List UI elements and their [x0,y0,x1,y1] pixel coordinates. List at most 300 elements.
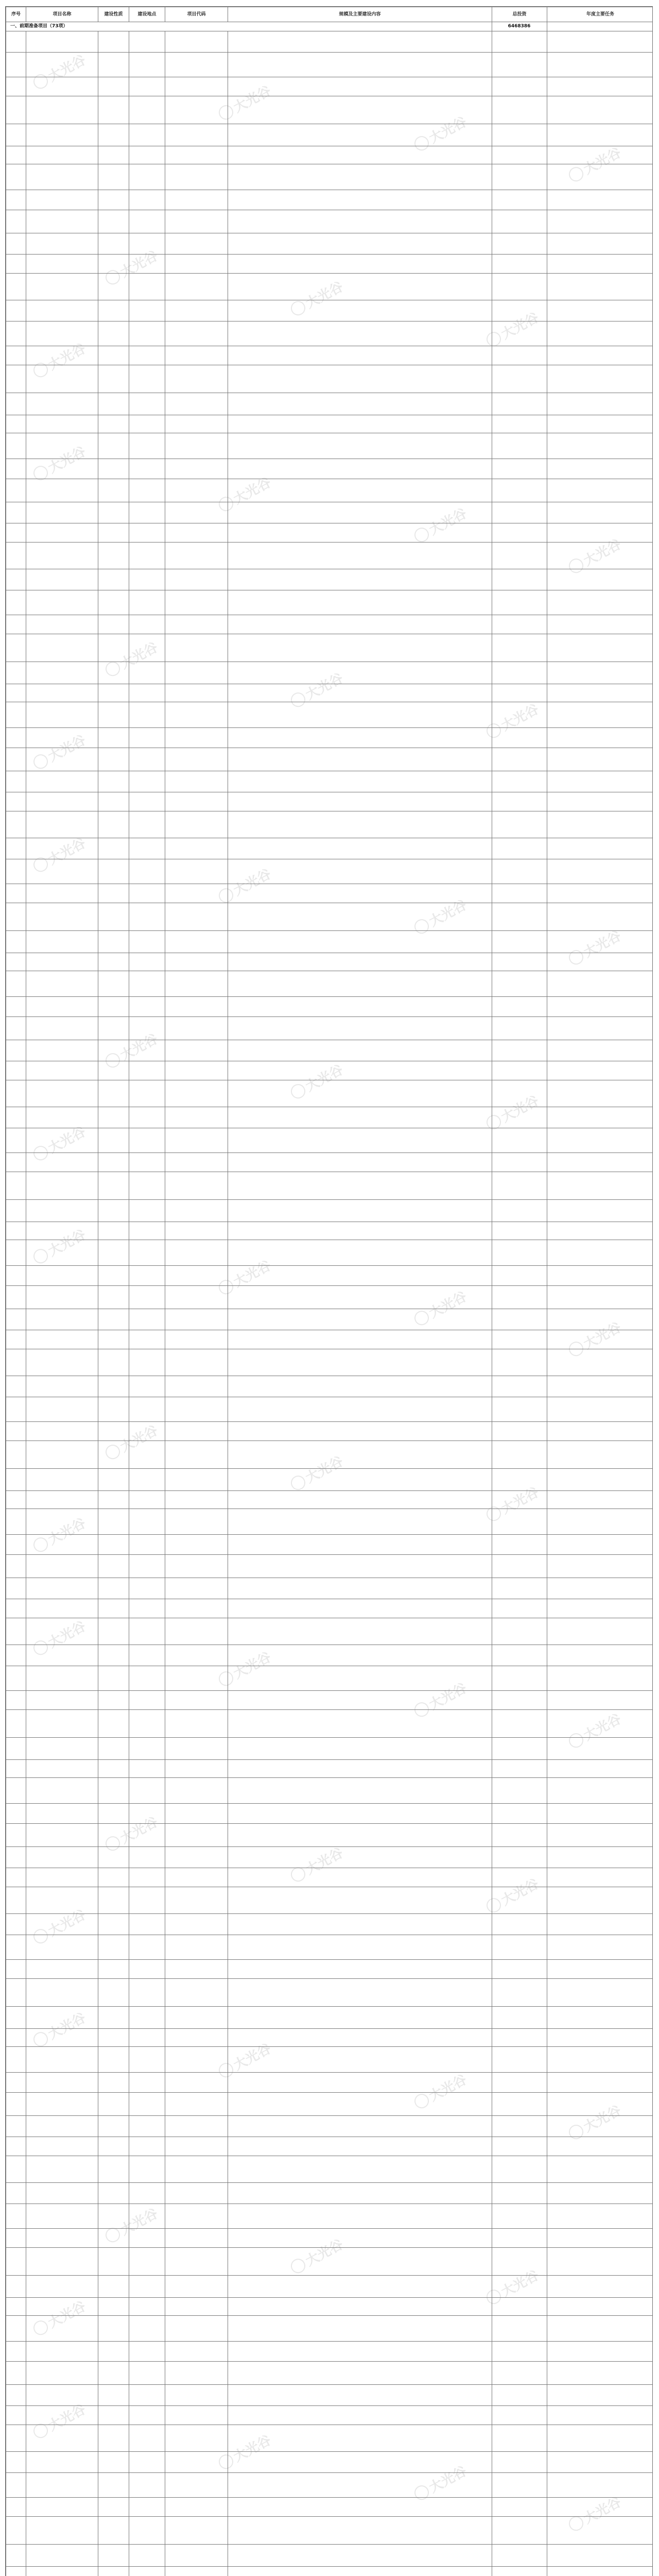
cell-location [129,569,165,590]
cell-scope-content [228,1509,492,1535]
table-row [6,1804,653,1824]
cell-construction-type [98,997,129,1017]
cell-project-name [26,2298,98,2316]
cell-index [6,523,26,543]
cell-location [129,1376,165,1397]
watermark-text: 大光谷 [581,536,624,569]
cell-scope-content [228,884,492,903]
cell-location [129,2385,165,2406]
cell-index [6,1172,26,1200]
cell-annual-task [547,2116,653,2137]
cell-total-investment [492,1760,547,1778]
cell-annual-task [547,1760,653,1778]
cell-total-investment [492,838,547,859]
cell-project-code [165,2517,228,2545]
cell-annual-task [547,1330,653,1349]
cell-construction-type [98,1222,129,1240]
cell-index [6,1760,26,1778]
cell-annual-task [547,1266,653,1286]
cell-index [6,2298,26,2316]
cell-scope-content [228,2156,492,2183]
cell-location [129,346,165,365]
watermark-text: 大光谷 [426,505,470,538]
cell-annual-task [547,146,653,164]
cell-index [6,838,26,859]
cell-total-investment [492,479,547,502]
cell-total-investment [492,2473,547,2498]
cell-annual-task [547,2047,653,2073]
watermark-text: 大光谷 [581,1319,624,1352]
table-row [6,859,653,884]
cell-project-code [165,1824,228,1847]
cell-index [6,1080,26,1107]
cell-scope-content [228,479,492,502]
cell-scope-content [228,1376,492,1397]
cell-project-name [26,164,98,190]
cell-total-investment [492,1017,547,1040]
cell-project-code [165,2137,228,2156]
cell-construction-type [98,502,129,523]
cell-construction-type [98,2156,129,2183]
cell-index [6,1868,26,1887]
cell-project-code [165,1061,228,1080]
cell-total-investment [492,1710,547,1738]
cell-index [6,615,26,634]
cell-index [6,1710,26,1738]
cell-scope-content [228,1172,492,1200]
cell-location [129,2362,165,2385]
cell-location [129,2498,165,2517]
cell-location [129,1422,165,1441]
cell-annual-task [547,1555,653,1578]
cell-project-name [26,479,98,502]
cell-index [6,1778,26,1804]
cell-location [129,2116,165,2137]
cell-construction-type [98,233,129,255]
cell-location [129,1240,165,1266]
cell-annual-task [547,2425,653,2452]
table-row [6,792,653,811]
cell-total-investment [492,1824,547,1847]
cell-annual-task [547,523,653,543]
watermark-text: 大光谷 [581,1711,624,1744]
cell-annual-task [547,1960,653,1979]
cell-project-code [165,2156,228,2183]
cell-project-name [26,300,98,321]
table-row [6,2248,653,2276]
cell-annual-task [547,2545,653,2567]
table-row [6,2298,653,2316]
cell-total-investment [492,190,547,210]
cell-project-name [26,274,98,300]
table-row [6,2567,653,2576]
cell-construction-type [98,124,129,146]
table-row [6,1535,653,1555]
cell-project-code [165,792,228,811]
cell-index [6,2385,26,2406]
cell-annual-task [547,77,653,96]
cell-scope-content [228,615,492,634]
table-row [6,2183,653,2204]
cell-annual-task [547,903,653,931]
cell-total-investment [492,300,547,321]
cell-index [6,2362,26,2385]
cell-project-name [26,2545,98,2567]
cell-project-code [165,1330,228,1349]
cell-construction-type [98,96,129,124]
cell-project-name [26,1240,98,1266]
cell-project-code [165,1555,228,1578]
cell-scope-content [228,1710,492,1738]
cell-construction-type [98,1017,129,1040]
cell-construction-type [98,1266,129,1286]
cell-total-investment [492,2406,547,2425]
cell-project-name [26,1172,98,1200]
table-row [6,838,653,859]
cell-project-name [26,77,98,96]
cell-total-investment [492,2342,547,2362]
table-row [6,146,653,164]
cell-annual-task [547,31,653,53]
cell-location [129,771,165,792]
table-row [6,2406,653,2425]
watermark-text: 大光谷 [117,248,161,281]
cell-annual-task [547,1017,653,1040]
cell-scope-content [228,2229,492,2248]
table-row [6,1710,653,1738]
cell-construction-type [98,1535,129,1555]
cell-project-code [165,1691,228,1710]
cell-location [129,1666,165,1691]
cell-construction-type [98,1847,129,1868]
cell-location [129,702,165,728]
cell-index [6,2029,26,2047]
cell-location [129,1286,165,1309]
cell-scope-content [228,1935,492,1960]
cell-construction-type [98,590,129,615]
cell-index [6,1935,26,1960]
cell-construction-type [98,2298,129,2316]
cell-index [6,771,26,792]
cell-scope-content [228,233,492,255]
cell-scope-content [228,146,492,164]
cell-construction-type [98,748,129,771]
cell-index [6,1330,26,1349]
cell-annual-task [547,2204,653,2229]
cell-project-name [26,1469,98,1491]
cell-construction-type [98,2473,129,2498]
cell-annual-task [547,164,653,190]
cell-project-name [26,2047,98,2073]
project-table [6,7,653,2576]
cell-project-code [165,346,228,365]
cell-location [129,1760,165,1778]
table-row [6,2007,653,2029]
watermark-text: 大光谷 [498,1876,542,1909]
table-row [6,615,653,634]
table-row [6,1555,653,1578]
cell-scope-content [228,1824,492,1847]
cell-project-code [165,1080,228,1107]
cell-location [129,1080,165,1107]
cell-location [129,415,165,433]
cell-total-investment [492,2073,547,2093]
cell-location [129,859,165,884]
cell-project-code [165,1286,228,1309]
cell-scope-content [228,274,492,300]
cell-construction-type [98,1309,129,1330]
cell-annual-task [547,2248,653,2276]
watermark-text: 大光谷 [498,701,542,734]
cell-project-code [165,1666,228,1691]
table-row [6,569,653,590]
cell-annual-task [547,1847,653,1868]
cell-construction-type [98,859,129,884]
table-row [6,2316,653,2342]
cell-total-investment [492,2425,547,2452]
header-location: 建设地点 [129,7,165,22]
cell-project-name [26,1645,98,1666]
cell-project-name [26,2517,98,2545]
cell-construction-type [98,971,129,997]
cell-total-investment [492,569,547,590]
cell-index [6,2473,26,2498]
cell-location [129,2425,165,2452]
cell-index [6,1555,26,1578]
cell-location [129,2137,165,2156]
cell-total-investment [492,1935,547,1960]
cell-project-name [26,2498,98,2517]
cell-annual-task [547,190,653,210]
cell-index [6,2567,26,2576]
cell-index [6,274,26,300]
cell-total-investment [492,1153,547,1172]
cell-index [6,77,26,96]
cell-index [6,634,26,662]
cell-scope-content [228,1017,492,1040]
category-total: 6468386 [492,22,547,31]
cell-index [6,1645,26,1666]
cell-scope-content [228,662,492,684]
watermark-text: 大光谷 [303,670,346,703]
cell-index [6,2007,26,2029]
cell-scope-content [228,1200,492,1222]
cell-total-investment [492,2183,547,2204]
cell-index [6,146,26,164]
cell-project-name [26,811,98,838]
cell-annual-task [547,771,653,792]
cell-scope-content [228,2093,492,2116]
cell-location [129,433,165,459]
cell-annual-task [547,1422,653,1441]
cell-index [6,997,26,1017]
cell-index [6,1040,26,1061]
cell-project-code [165,1738,228,1760]
cell-scope-content [228,321,492,346]
cell-scope-content [228,2276,492,2298]
cell-annual-task [547,702,653,728]
cell-annual-task [547,365,653,393]
cell-location [129,1778,165,1804]
cell-annual-task [547,1128,653,1153]
cell-scope-content [228,1349,492,1376]
cell-annual-task [547,1887,653,1914]
cell-construction-type [98,1914,129,1935]
cell-annual-task [547,321,653,346]
cell-project-code [165,274,228,300]
cell-scope-content [228,1080,492,1107]
cell-index [6,1240,26,1266]
cell-project-code [165,838,228,859]
cell-total-investment [492,615,547,634]
table-row [6,346,653,365]
header-project-code: 项目代码 [165,7,228,22]
cell-location [129,615,165,634]
cell-construction-type [98,792,129,811]
cell-scope-content [228,702,492,728]
table-row [6,1960,653,1979]
watermark-text: 大光谷 [231,2432,274,2465]
cell-scope-content [228,1040,492,1061]
cell-scope-content [228,931,492,953]
cell-project-name [26,903,98,931]
cell-scope-content [228,1469,492,1491]
cell-scope-content [228,1914,492,1935]
table-row [6,502,653,523]
cell-project-code [165,1710,228,1738]
cell-index [6,1349,26,1376]
cell-project-code [165,1804,228,1824]
cell-location [129,811,165,838]
cell-total-investment [492,1738,547,1760]
table-row [6,1618,653,1645]
cell-index [6,1691,26,1710]
table-row [6,523,653,543]
cell-scope-content [228,2316,492,2342]
cell-total-investment [492,1887,547,1914]
cell-construction-type [98,811,129,838]
cell-index [6,2342,26,2362]
cell-total-investment [492,2116,547,2137]
cell-total-investment [492,1080,547,1107]
cell-index [6,590,26,615]
cell-construction-type [98,1376,129,1397]
cell-scope-content [228,1618,492,1645]
cell-project-code [165,953,228,971]
cell-scope-content [228,53,492,77]
cell-total-investment [492,96,547,124]
cell-annual-task [547,96,653,124]
cell-total-investment [492,859,547,884]
cell-total-investment [492,634,547,662]
cell-project-name [26,1349,98,1376]
cell-scope-content [228,1422,492,1441]
cell-project-code [165,77,228,96]
cell-location [129,997,165,1017]
cell-total-investment [492,1349,547,1376]
cell-location [129,1040,165,1061]
cell-scope-content [228,1645,492,1666]
cell-annual-task [547,2073,653,2093]
cell-project-name [26,1738,98,1760]
cell-location [129,2156,165,2183]
cell-scope-content [228,1441,492,1469]
cell-total-investment [492,728,547,748]
cell-project-code [165,1887,228,1914]
cell-project-code [165,164,228,190]
cell-location [129,1509,165,1535]
cell-project-code [165,1107,228,1128]
cell-annual-task [547,2362,653,2385]
cell-construction-type [98,1349,129,1376]
cell-index [6,2183,26,2204]
cell-project-code [165,255,228,274]
cell-project-code [165,811,228,838]
cell-index [6,53,26,77]
cell-project-code [165,903,228,931]
category-task-cell [547,22,653,31]
cell-total-investment [492,1960,547,1979]
cell-project-code [165,569,228,590]
cell-index [6,2093,26,2116]
table-row [6,1738,653,1760]
cell-index [6,728,26,748]
cell-scope-content [228,2498,492,2517]
cell-index [6,433,26,459]
cell-location [129,300,165,321]
cell-project-code [165,393,228,415]
watermark-text: 大光谷 [303,2236,346,2269]
table-row [6,1349,653,1376]
cell-project-name [26,1222,98,1240]
table-row [6,2473,653,2498]
cell-total-investment [492,2517,547,2545]
cell-construction-type [98,1422,129,1441]
cell-annual-task [547,615,653,634]
cell-location [129,479,165,502]
cell-project-name [26,543,98,569]
cell-project-name [26,1824,98,1847]
cell-project-name [26,233,98,255]
cell-construction-type [98,1760,129,1778]
cell-construction-type [98,662,129,684]
cell-location [129,1599,165,1618]
cell-project-name [26,2316,98,2342]
cell-annual-task [547,792,653,811]
cell-construction-type [98,1172,129,1200]
cell-location [129,1847,165,1868]
cell-project-name [26,1309,98,1330]
cell-construction-type [98,146,129,164]
table-row [6,433,653,459]
cell-construction-type [98,2047,129,2073]
cell-construction-type [98,1645,129,1666]
watermark-text: 大光谷 [426,897,470,930]
table-row [6,931,653,953]
cell-total-investment [492,1376,547,1397]
watermark-text: 大光谷 [231,474,274,507]
cell-location [129,2073,165,2093]
table-row [6,2229,653,2248]
cell-construction-type [98,1778,129,1804]
cell-project-code [165,1017,228,1040]
cell-total-investment [492,2007,547,2029]
cell-project-code [165,1979,228,2007]
watermark-text: 大光谷 [303,279,346,312]
watermark-text: 大光谷 [45,1515,89,1548]
cell-index [6,1509,26,1535]
cell-scope-content [228,1240,492,1266]
